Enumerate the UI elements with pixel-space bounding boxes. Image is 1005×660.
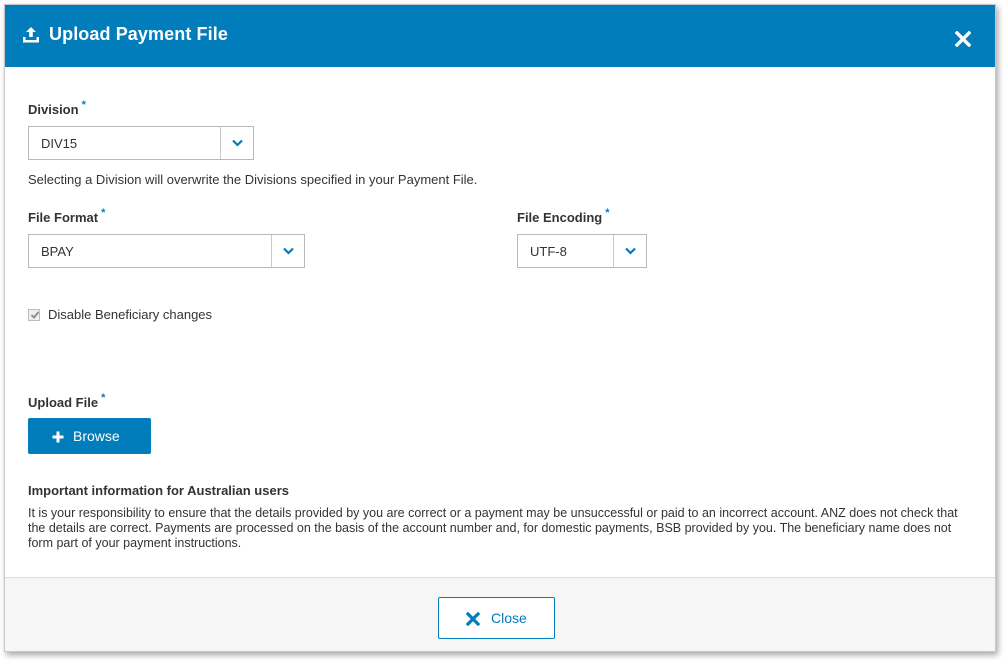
file-format-select-value: BPAY [41, 244, 74, 259]
dialog-title: Upload Payment File [49, 24, 228, 44]
browse-button-label: Browse [73, 428, 120, 444]
division-dropdown-button[interactable] [220, 127, 253, 159]
upload-payment-file-dialog [4, 4, 996, 652]
close-icon [466, 612, 480, 631]
file-encoding-label [517, 207, 610, 225]
chevron-down-icon [283, 247, 294, 255]
file-format-select[interactable] [28, 234, 305, 268]
disable-beneficiary-checkbox[interactable] [28, 309, 40, 321]
file-format-label [28, 207, 106, 225]
division-select[interactable] [28, 126, 254, 160]
info-text: It is your responsibility to ensure that the details provided by you are correct or a payment may be unsuccessful or paid to an incorrect account. ANZ does not check that the details are correct. Payments are processed on the basis of the account number and, for domestic payments, BSB provided by you. The beneficiary name does not form part of your payment instructions. [28, 506, 958, 550]
file-encoding-select-value: UTF-8 [530, 244, 567, 259]
file-encoding-label-text: File Encoding [517, 210, 603, 225]
upload-file-label [28, 392, 106, 410]
division-label [28, 99, 86, 117]
info-title: Important information for Australian users [28, 483, 289, 498]
division-select-value: DIV15 [41, 136, 78, 151]
chevron-down-icon [232, 139, 243, 147]
dialog-body [5, 67, 995, 577]
chevron-down-icon [625, 247, 636, 255]
dialog-header [5, 5, 995, 67]
browse-button[interactable] [28, 418, 151, 454]
division-label-text: Division [28, 102, 79, 117]
close-button[interactable] [438, 597, 555, 639]
upload-file-label-text: Upload File [28, 395, 99, 410]
dialog-footer [5, 577, 995, 652]
disable-beneficiary-label: Disable Beneficiary changes [48, 307, 213, 322]
file-encoding-dropdown-button[interactable] [613, 235, 646, 267]
file-format-dropdown-button[interactable] [271, 235, 304, 267]
file-format-label-text: File Format [28, 210, 99, 225]
checkmark-icon [30, 310, 40, 320]
required-marker: * [101, 207, 106, 219]
required-marker: * [81, 99, 86, 111]
required-marker: * [101, 392, 106, 404]
required-marker: * [605, 207, 610, 219]
division-hint: Selecting a Division will overwrite the Divisions specified in your Payment File. [28, 172, 478, 187]
plus-icon [52, 430, 64, 442]
close-button-label: Close [491, 610, 527, 626]
upload-icon [22, 26, 40, 44]
file-encoding-select[interactable] [517, 234, 647, 268]
close-icon[interactable] [955, 31, 971, 47]
